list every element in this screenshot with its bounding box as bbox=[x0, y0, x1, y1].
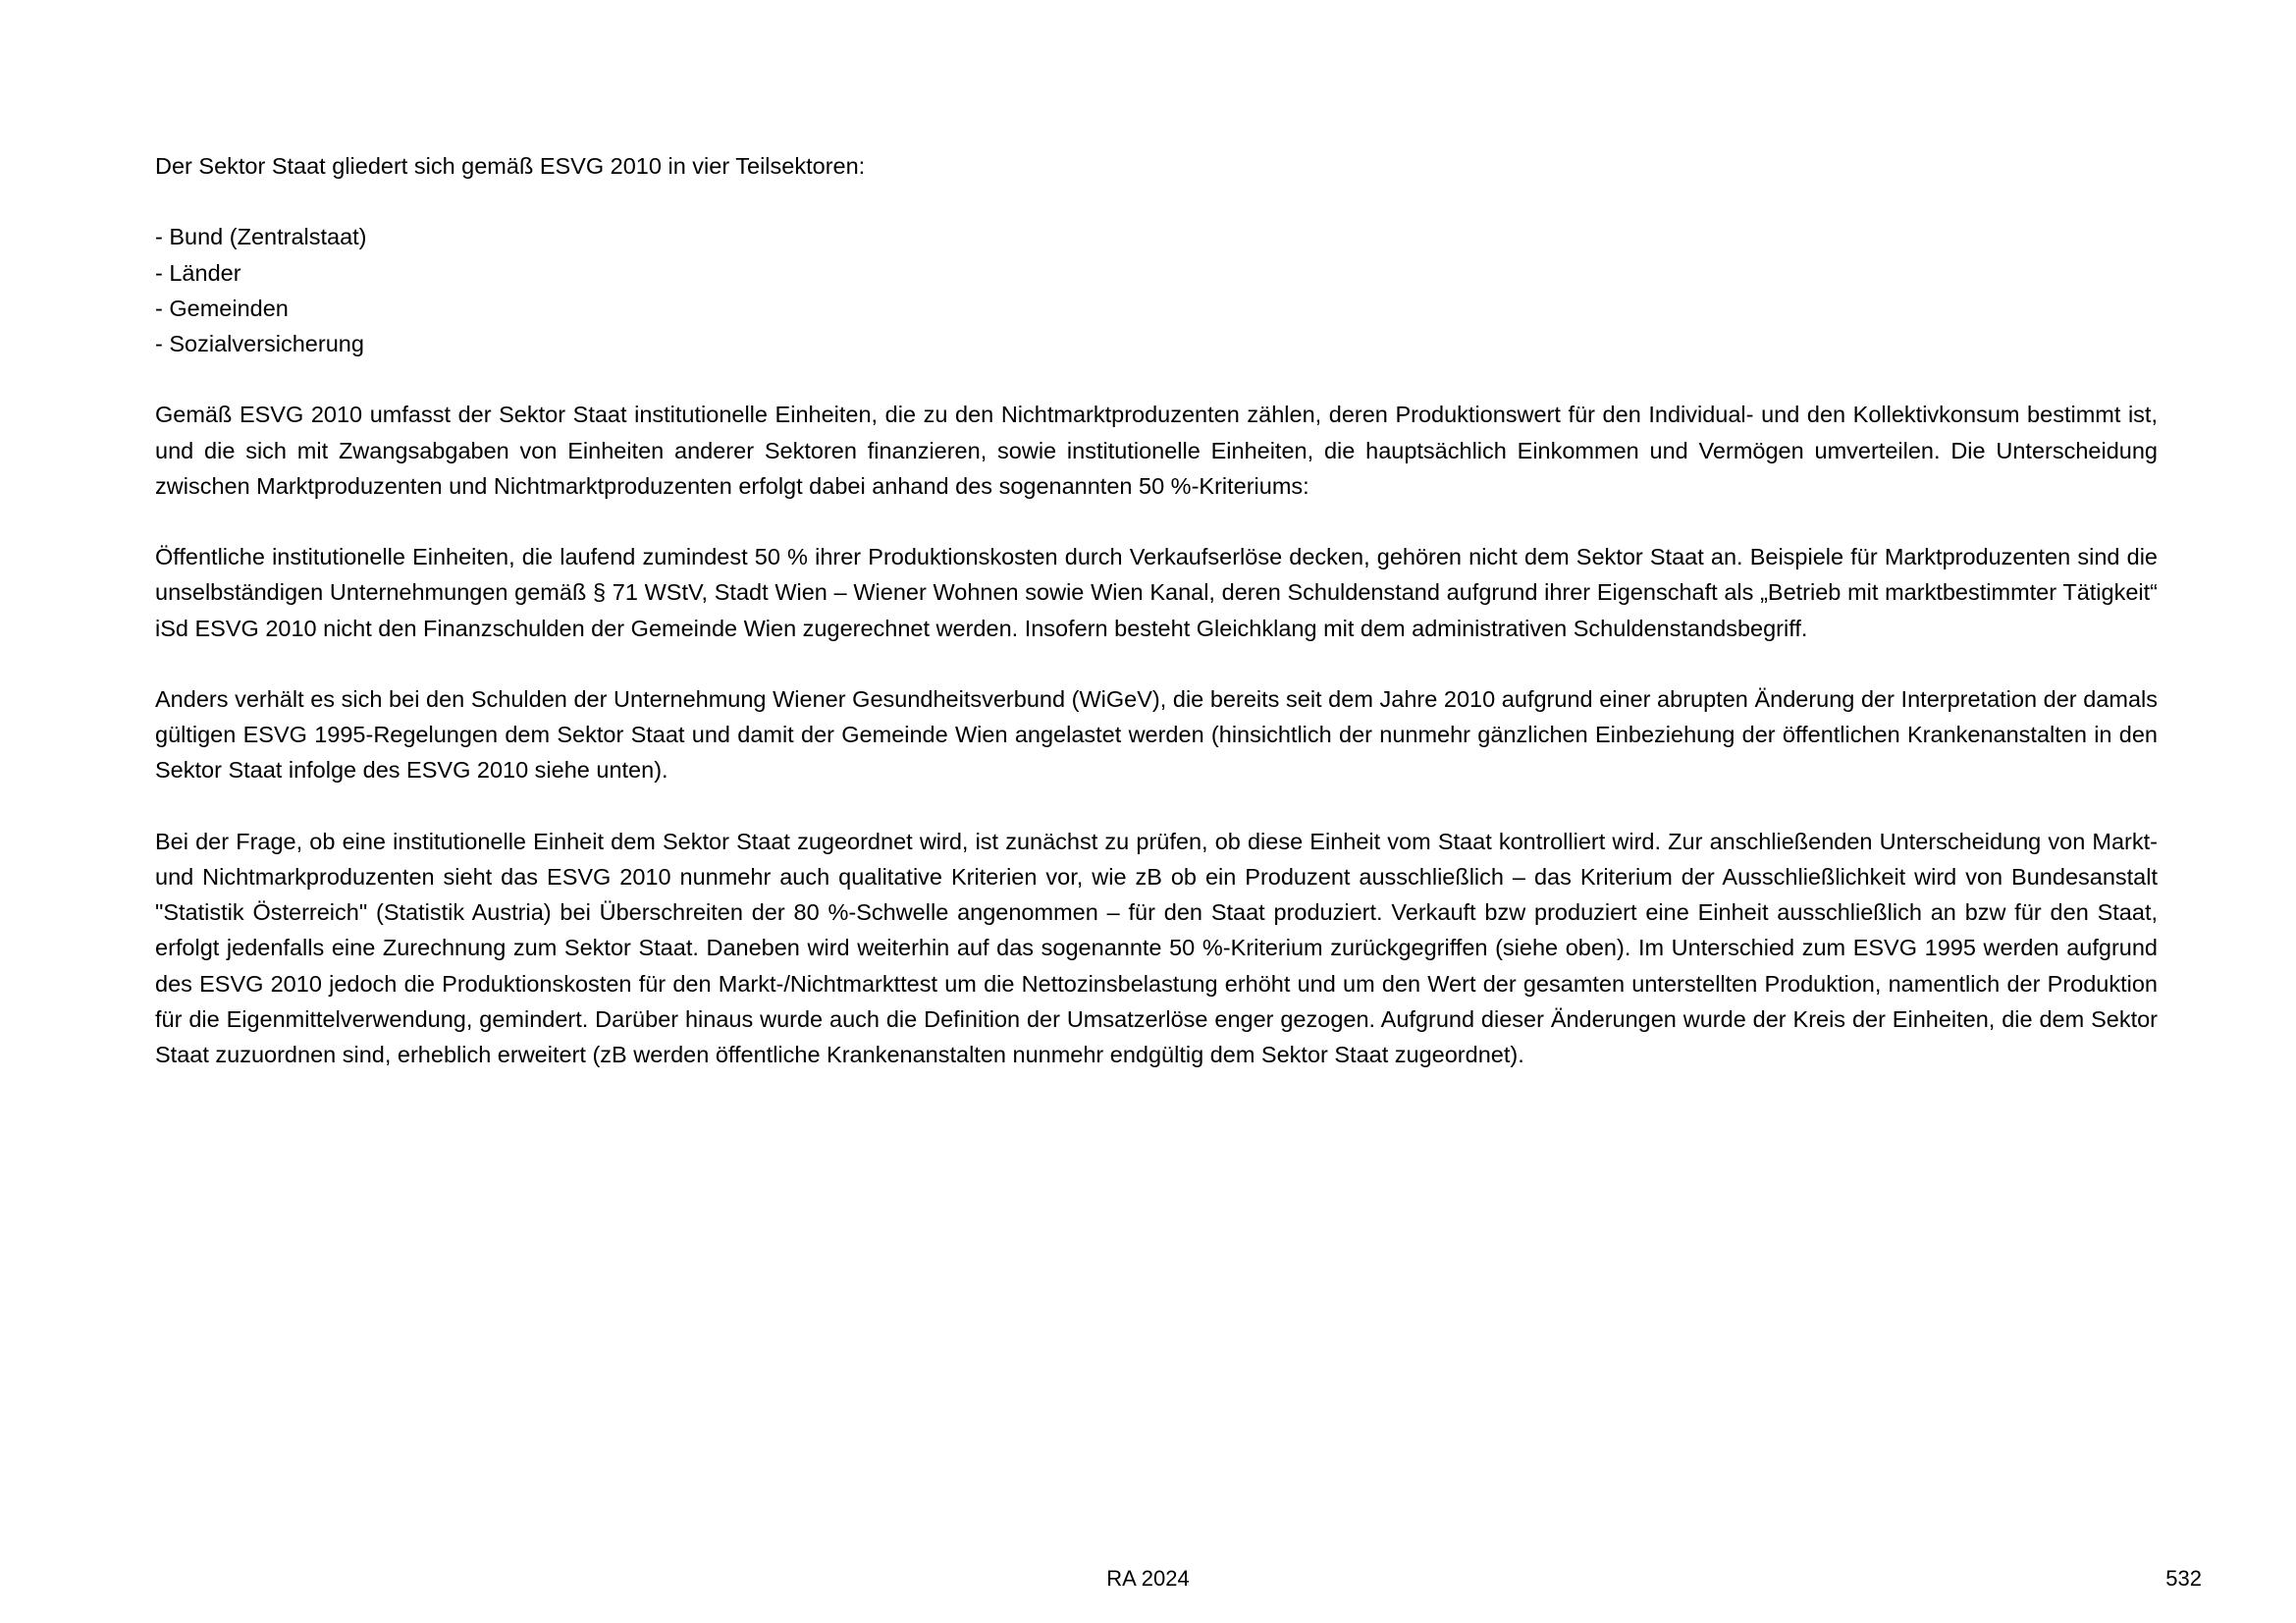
intro-paragraph: Der Sektor Staat gliedert sich gemäß ESVG 2010 in vier Teilsektoren: bbox=[155, 153, 866, 179]
list-item-sozialversicherung: - Sozialversicherung bbox=[155, 331, 364, 356]
paragraph-classification: Bei der Frage, ob eine institutionelle Einheit dem Sektor Staat zugeordnet wird, ist zunächst zu prüfen, ob diese Einheit vom Staat kontrolliert wird. Zur anschließenden Unterscheidung von Markt- und Nichtmarkproduzenten sieht das ESVG 2010 nunmehr auch qualitative Kriterien vor, wie zB ob ein Produzent ausschließlich – das Kriterium der Ausschließlichkeit wird von Bundesanstalt "Statistik Österreich" (Statistik Austria) bei Überschreiten der 80 %-Schwelle angenommen – für den Staat produziert. Verkauft bzw produziert eine Einheit ausschließlich an bzw für den Staat, erfolgt jedenfalls eine Zurechnung zum Sektor Staat. Daneben wird weiterhin auf das sogenannte 50 %-Kriterium zurückgegriffen (siehe oben). Im Unterschied zum ESVG 1995 werden aufgrund des ESVG 2010 jedoch die Produktionskosten für den Markt-/Nichtmarkttest um die Nettozinsbelastung erhöht und um den Wert der gesamten unterstellten Produktion, namentlich der Produktion für die Eigenmittelverwendung, gemindert. Darüber hinaus wurde auch die Definition der Umsatzerlöse enger gezogen. Aufgrund dieser Änderungen wurde der Kreis der Einheiten, die dem Sektor Staat zuzuordnen sind, erheblich erweitert (zB werden öffentliche Krankenanstalten nunmehr endgültig dem Sektor Staat zugeordnet). bbox=[155, 828, 2158, 1067]
paragraph-wigev: Anders verhält es sich bei den Schulden der Unternehmung Wiener Gesundheitsverbund (WiGeV), die bereits seit dem Jahre 2010 aufgrund einer abrupten Änderung der Interpretation der damals gültigen ESVG 1995-Regelungen dem Sektor Staat und damit der Gemeinde Wien angelastet werden (hinsichtlich der nunmehr gänzlichen Einbeziehung der öffentlichen Krankenanstalten in den Sektor Staat infolge des ESVG 2010 siehe unten). bbox=[155, 685, 2158, 784]
list-item-gemeinden: - Gemeinden bbox=[155, 295, 289, 321]
list-item-laender: - Länder bbox=[155, 259, 241, 286]
list-item-bund: - Bund (Zentralstaat) bbox=[155, 224, 367, 250]
paragraph-market-producers: Öffentliche institutionelle Einheiten, die laufend zumindest 50 % ihrer Produktionskosten durch Verkaufserlöse decken, gehören nicht dem Sektor Staat an. Beispiele für Marktproduzenten sind die unselbständigen Unternehmungen gemäß § 71 WStV, Stadt Wien – Wiener Wohnen sowie Wien Kanal, deren Schuldenstand aufgrund ihrer Eigenschaft als „Betrieb mit marktbestimmter Tätigkeit“ iSd ESVG 2010 nicht den Finanzschulden der Gemeinde Wien zugerechnet werden. Insofern besteht Gleichklang mit dem administrativen Schuldenstandsbegriff. bbox=[155, 544, 2158, 641]
page-number: 532 bbox=[2165, 1566, 2202, 1591]
document-body bbox=[155, 148, 2158, 1072]
sector-list bbox=[155, 219, 2158, 361]
footer-report-label: RA 2024 bbox=[1106, 1566, 1190, 1591]
paragraph-definition: Gemäß ESVG 2010 umfasst der Sektor Staat institutionelle Einheiten, die zu den Nichtmarktproduzenten zählen, deren Produktionswert für den Individual- und den Kollektivkonsum bestimmt ist, und die sich mit Zwangsabgaben von Einheiten anderer Sektoren finanzieren, sowie institutionelle Einheiten, die hauptsächlich Einkommen und Vermögen umverteilen. Die Unterscheidung zwischen Marktproduzenten und Nichtmarktproduzenten erfolgt dabei anhand des sogenannten 50 %-Kriteriums: bbox=[155, 402, 2158, 499]
